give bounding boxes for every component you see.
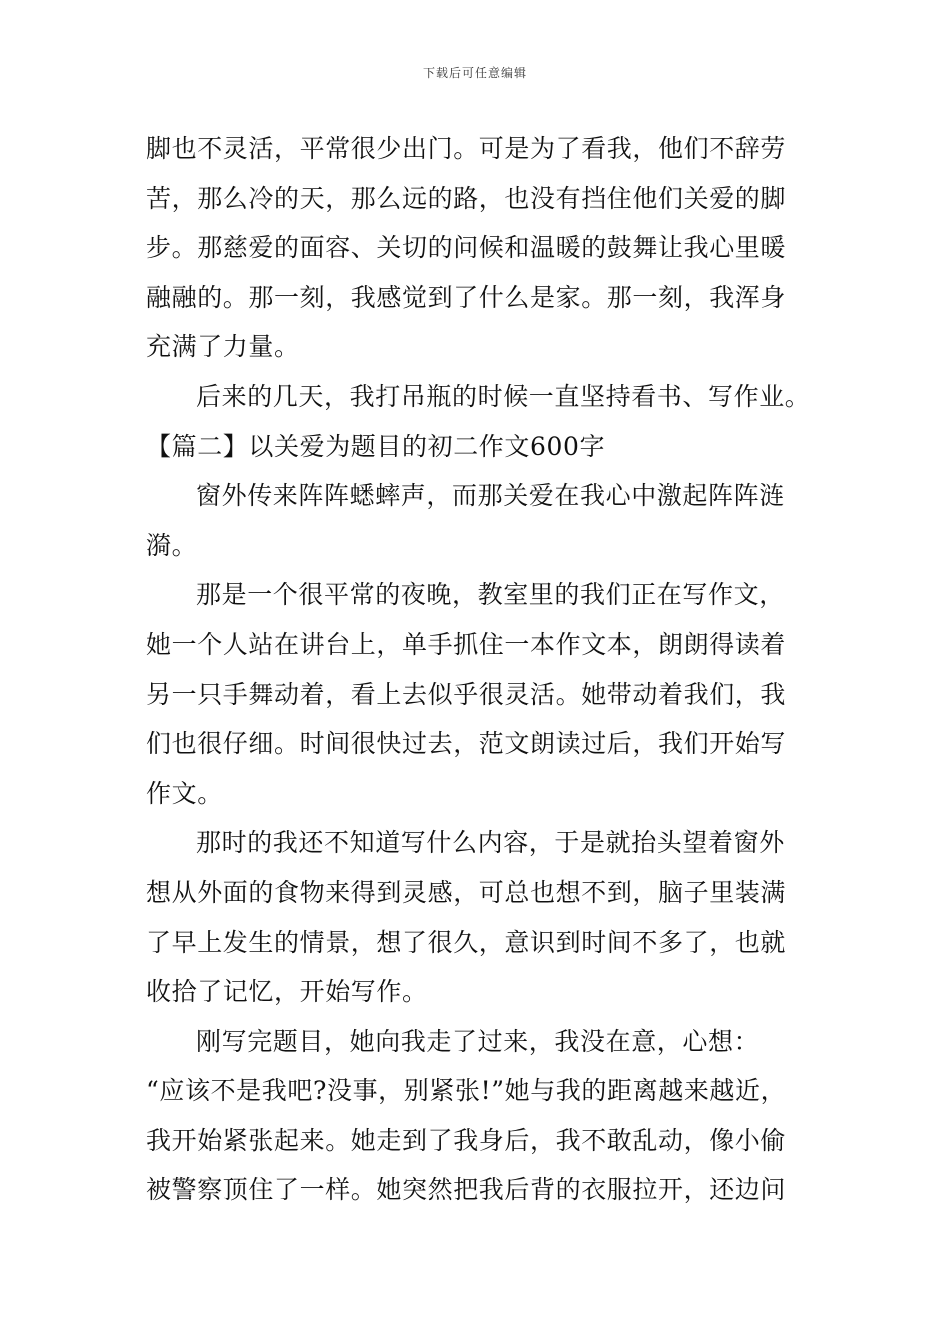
text-line: “应该不是我吧?没事，别紧张!”她与我的距离越来越近，	[146, 1076, 787, 1106]
text-line: 另一只手舞动着，看上去似乎很灵活。她带动着我们，我	[146, 679, 787, 709]
text-line: 作文。	[146, 778, 223, 808]
text-line: 她一个人站在讲台上，单手抓住一本作文本，朗朗得读着	[146, 629, 787, 659]
text-line: 融融的。那一刻，我感觉到了什么是家。那一刻，我浑身	[146, 282, 787, 312]
text-line: 我开始紧张起来。她走到了我身后，我不敢乱动，像小偷	[146, 1125, 787, 1155]
text-line: 脚也不灵活，平常很少出门。可是为了看我，他们不辞劳	[146, 134, 787, 163]
text-line: 想从外面的食物来得到灵感，可总也想不到，脑子里装满	[146, 877, 787, 907]
text-line: 步。那慈爱的面容、关切的问候和温暖的鼓舞让我心里暖	[146, 233, 787, 263]
text-line: 被警察顶住了一样。她突然把我后背的衣服拉开，还边问	[146, 1175, 787, 1205]
paragraph-start: 那是一个很平常的夜晚，教室里的我们正在写作文，	[196, 580, 785, 610]
paragraph-start: 那时的我还不知道写什么内容，于是就抬头望着窗外	[196, 828, 785, 858]
text-line: 们也很仔细。时间很快过去，范文朗读过后，我们开始写	[146, 729, 787, 759]
paragraph-start: 刚写完题目，她向我走了过来，我没在意，心想：	[196, 1026, 760, 1056]
section-heading: 【篇二】以关爱为题目的初二作文600字	[146, 431, 606, 461]
text-line: 收拾了记忆，开始写作。	[146, 977, 428, 1007]
text-line: 漪。	[146, 530, 198, 560]
download-note: 下载后可任意编辑	[422, 66, 527, 80]
paragraph-start: 后来的几天，我打吊瓶的时候一直坚持看书、写作业。	[196, 381, 811, 411]
text-line: 充满了力量。	[146, 332, 300, 362]
paragraph-start: 窗外传来阵阵蟋蟀声，而那关爱在我心中激起阵阵涟	[196, 481, 785, 511]
text-line: 苦，那么冷的天，那么远的路，也没有挡住他们关爱的脚	[146, 183, 787, 213]
article-body	[146, 124, 826, 1215]
text-line: 了早上发生的情景，想了很久，意识到时间不多了，也就	[146, 927, 787, 957]
